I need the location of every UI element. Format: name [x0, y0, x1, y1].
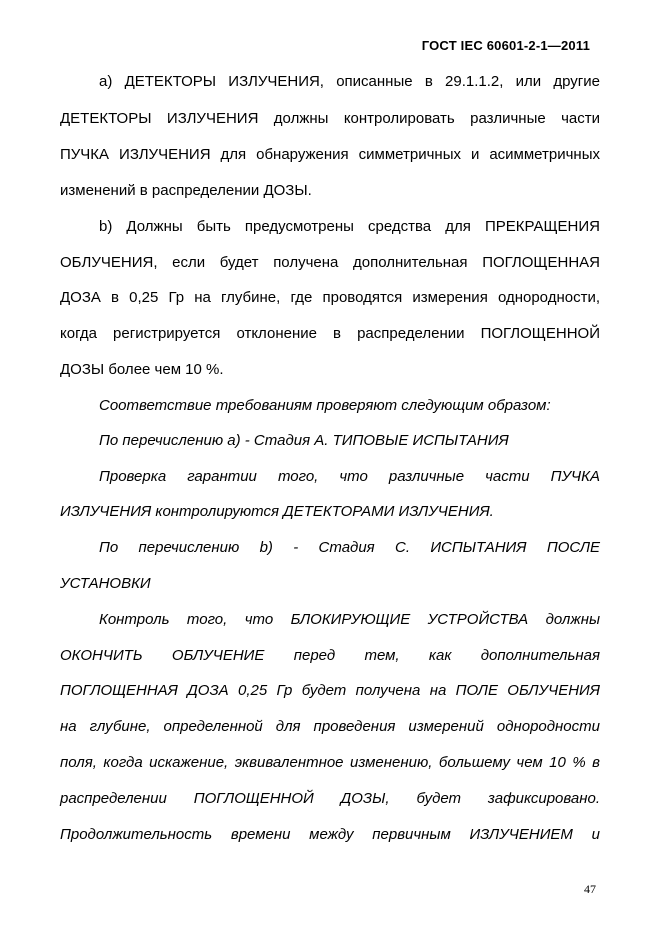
text-line: а) ДЕТЕКТОРЫ ИЗЛУЧЕНИЯ, описанные в 29.1.1.2, или другие [99, 73, 600, 90]
text-line: Соответствие требованиям проверяют следующим образом: [99, 397, 551, 414]
text-line: ПОГЛОЩЕННАЯ ДОЗА 0,25 Гр будет получена на ПОЛЕ ОБЛУЧЕНИЯ [60, 682, 600, 699]
text-line: ДОЗА в 0,25 Гр на глубине, где проводятся измерения однородности, [60, 289, 600, 306]
page-number: 47 [584, 882, 596, 896]
text-line: ОБЛУЧЕНИЯ, если будет получена дополнительная ПОГЛОЩЕННАЯ [60, 254, 600, 271]
text-line: ДОЗЫ более чем 10 %. [60, 361, 224, 378]
document-header: ГОСТ IEC 60601-2-1—2011 [421, 38, 590, 53]
text-line: Проверка гарантии того, что различные части ПУЧКА [99, 468, 600, 485]
text-line: Продолжительность времени между первичным ИЗЛУЧЕНИЕМ и [60, 826, 600, 843]
text-line: По перечислению а) - Стадия А. ТИПОВЫЕ ИСПЫТАНИЯ [99, 432, 509, 449]
text-line: когда регистрируется отклонение в распределении ПОГЛОЩЕННОЙ [60, 325, 600, 342]
text-line: Контроль того, что БЛОКИРУЮЩИЕ УСТРОЙСТВА должны [99, 611, 600, 628]
text-line: на глубине, определенной для проведения измерений однородности [60, 718, 600, 735]
text-line: ДЕТЕКТОРЫ ИЗЛУЧЕНИЯ должны контролировать различные части [60, 110, 600, 127]
text-line: поля, когда искажение, эквивалентное изменению, большему чем 10 % в [60, 754, 600, 771]
text-line: b) Должны быть предусмотрены средства для ПРЕКРАЩЕНИЯ [99, 218, 600, 235]
text-line: изменений в распределении ДОЗЫ. [60, 182, 312, 199]
text-line: УСТАНОВКИ [60, 575, 151, 592]
text-line: распределении ПОГЛОЩЕННОЙ ДОЗЫ, будет зафиксировано. [60, 790, 600, 807]
text-line: ОКОНЧИТЬ ОБЛУЧЕНИЕ перед тем, как дополнительная [60, 647, 600, 664]
text-line: По перечислению b) - Стадия С. ИСПЫТАНИЯ ПОСЛЕ [99, 539, 600, 556]
text-line: ИЗЛУЧЕНИЯ контролируются ДЕТЕКТОРАМИ ИЗЛУЧЕНИЯ. [60, 503, 494, 520]
text-line: ПУЧКА ИЗЛУЧЕНИЯ для обнаружения симметричных и асимметричных [60, 146, 600, 163]
